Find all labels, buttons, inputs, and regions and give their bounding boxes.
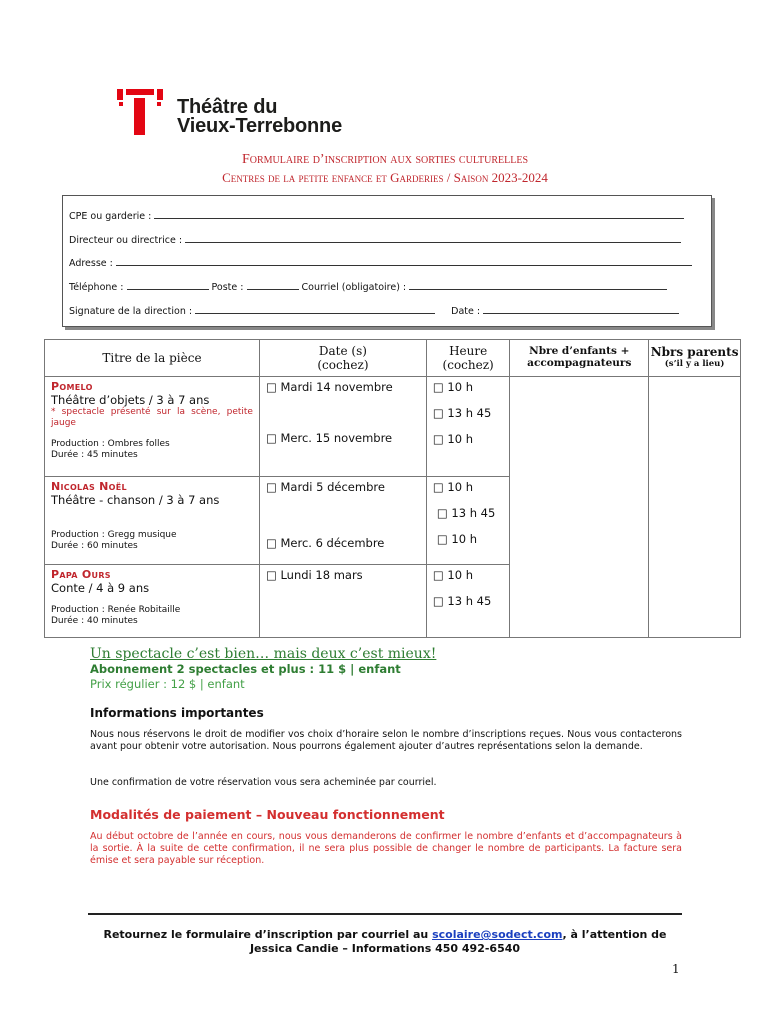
form-title: Formulaire d’inscription aux sorties culturelles	[241, 152, 529, 167]
directeur-input-line[interactable]	[185, 233, 681, 243]
header-titre: Titre de la pièce	[45, 340, 260, 377]
hour-option[interactable]: □ 13 h 45	[436, 506, 496, 520]
show-duration: Durée : 45 minutes	[51, 450, 138, 460]
parents-input-cell[interactable]	[649, 377, 741, 638]
promo-regular-price: Prix régulier : 12 $ | enfant	[90, 677, 245, 691]
theatre-logo-text	[177, 98, 342, 136]
show-cell-nicolas-noel	[45, 477, 260, 565]
header-date: Date (s) (cochez)	[259, 340, 426, 377]
hour-option[interactable]: □ 10 h	[432, 568, 474, 582]
date-option[interactable]: □ Lundi 18 mars	[265, 568, 363, 582]
signature-label: Signature de la direction :	[69, 306, 193, 317]
header-enfants: Nbre d’enfants + accompagnateurs	[510, 340, 649, 377]
footer-text-after: , à l’attention de	[562, 928, 667, 941]
show-note: * spectacle présenté sur la scène, petite jauge	[51, 407, 253, 428]
hour-cell	[426, 565, 509, 638]
poste-label: Poste :	[211, 282, 244, 293]
show-cell-papa-ours	[45, 565, 260, 638]
hour-option[interactable]: □ 10 h	[432, 480, 474, 494]
date-cell	[259, 477, 426, 565]
show-production: Production : Renée Robitaille	[51, 605, 181, 615]
date-option[interactable]: □ Merc. 15 novembre	[265, 431, 393, 445]
courriel-input-line[interactable]	[409, 280, 667, 290]
footer-line-2: Jessica Candie – Informations 450 492-6540	[249, 942, 521, 955]
info-paragraph-1: Nous nous réservons le droit de modifier vos choix d’horaire selon le nombre d’inscriptions reçues. Nous vous contacterons avant pour obtenir votre autorisation. Nous pourrons également ajouter d’autres représentations selon la demande.	[90, 729, 682, 752]
date-cell	[259, 377, 426, 477]
show-name: Papa Ours	[51, 568, 111, 581]
cpe-input-line[interactable]	[154, 209, 684, 219]
cpe-label: CPE ou garderie :	[69, 211, 152, 222]
date-option[interactable]: □ Mardi 5 décembre	[265, 480, 385, 494]
hour-cell	[426, 377, 509, 477]
show-genre: Théâtre - chanson / 3 à 7 ans	[51, 493, 220, 507]
info-heading: Informations importantes	[90, 706, 264, 720]
payment-paragraph: Au début octobre de l’année en cours, nous vous demanderons de confirmer le nombre d’enfants et d’accompagnateurs à la sortie. À la suite de cette confirmation, il ne sera plus possible de changer le nombre de participants. La facture sera émise et sera payable sur réception.	[90, 831, 682, 866]
hour-option[interactable]: □ 10 h	[436, 532, 478, 546]
hour-option[interactable]: □ 13 h 45	[432, 406, 492, 420]
logo-line-2: Vieux-Terrebonne	[177, 115, 342, 137]
signature-field-row	[69, 304, 679, 317]
theatre-logo-icon	[117, 89, 163, 135]
show-duration: Durée : 40 minutes	[51, 616, 138, 626]
payment-heading: Modalités de paiement – Nouveau fonctionnement	[90, 807, 445, 822]
courriel-label: Courriel (obligatoire) :	[301, 282, 407, 293]
show-name: Nicolas Noël	[51, 480, 127, 493]
header-parents: Nbrs parents (s’il y a lieu)	[649, 340, 741, 377]
adresse-label: Adresse :	[69, 258, 113, 269]
promo-title: Un spectacle c’est bien… mais deux c’est mieux!	[90, 646, 437, 662]
footer-line-1	[60, 928, 710, 942]
telephone-field-row	[69, 280, 667, 293]
date-option[interactable]: □ Mardi 14 novembre	[265, 380, 393, 394]
show-duration: Durée : 60 minutes	[51, 541, 138, 551]
date-option[interactable]: □ Merc. 6 décembre	[265, 536, 385, 550]
telephone-label: Téléphone :	[69, 282, 124, 293]
telephone-input-line[interactable]	[127, 280, 209, 290]
adresse-field-row	[69, 256, 692, 269]
show-schedule-table	[44, 339, 741, 638]
hour-option[interactable]: □ 10 h	[432, 432, 474, 446]
hour-option[interactable]: □ 10 h	[432, 380, 474, 394]
date-input-line[interactable]	[483, 304, 679, 314]
table-header-row	[45, 340, 741, 377]
table-row	[45, 377, 741, 477]
adresse-input-line[interactable]	[116, 256, 692, 266]
page-number: 1	[672, 962, 680, 976]
show-cell-pomelo	[45, 377, 260, 477]
hour-option[interactable]: □ 13 h 45	[432, 594, 492, 608]
poste-input-line[interactable]	[247, 280, 299, 290]
info-paragraph-2: Une confirmation de votre réservation vous sera acheminée par courriel.	[90, 777, 437, 788]
footer-text-before: Retournez le formulaire d’inscription par courriel au	[103, 928, 433, 941]
date-label: Date :	[451, 306, 481, 317]
show-production: Production : Gregg musique	[51, 530, 177, 540]
form-subtitle: Centres de la petite enfance et Garderies / Saison 2023-2024	[222, 170, 548, 185]
contact-info-box	[62, 195, 712, 327]
footer-divider	[88, 913, 682, 915]
enfants-input-cell[interactable]	[510, 377, 649, 638]
directeur-label: Directeur ou directrice :	[69, 235, 183, 246]
date-cell	[259, 565, 426, 638]
header-heure: Heure (cochez)	[426, 340, 509, 377]
show-production: Production : Ombres folles	[51, 439, 170, 449]
show-genre: Théâtre d’objets / 3 à 7 ans	[51, 393, 210, 407]
logo-line-1: Théâtre du	[177, 96, 278, 118]
footer-return-instructions	[60, 928, 710, 956]
promo-subscription-price: Abonnement 2 spectacles et plus : 11 $ | enfant	[90, 662, 401, 676]
show-name: Pomelo	[51, 380, 93, 393]
signature-input-line[interactable]	[195, 304, 435, 314]
directeur-field-row	[69, 233, 681, 246]
show-genre: Conte / 4 à 9 ans	[51, 581, 150, 595]
hour-cell	[426, 477, 509, 565]
email-link[interactable]: scolaire@sodect.com	[432, 928, 563, 941]
cpe-field-row	[69, 209, 684, 222]
